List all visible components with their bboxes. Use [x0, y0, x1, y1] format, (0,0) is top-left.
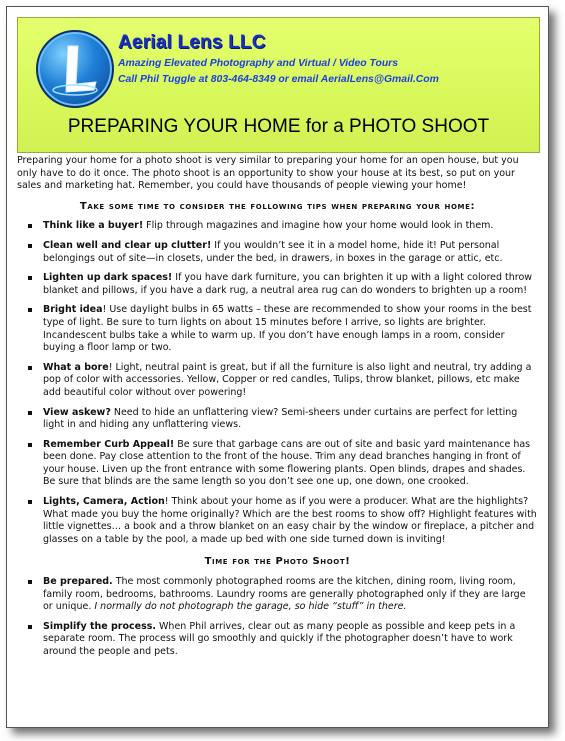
tip-text: ! Use daylight bulbs in 65 watts – these are recommended to show your rooms in the best type of light. Be sure to turn lights on about 15 minutes before I arrive, so lights are brighter. Incandescent bulbs take a while to warm up. If you don’t have enough lamps in a room, consider buying a floor lamp or two.	[43, 304, 532, 354]
tip-text: ! Think about your home as if you were a producer. What are the highlights? What made you buy the home originally? Which are the best rooms to show off? Highlight features with little vignettes… a book and a throw blanket on an easy chair by the window or fireplace, a pitcher and glasses on a table by the pool, a made up bed with one side turned down is inviting!	[43, 496, 537, 545]
document-body	[17, 155, 538, 666]
section-heading-photo-shoot: Time for the Photo Shoot!	[204, 556, 351, 568]
list-item	[17, 407, 538, 432]
bullet-icon	[28, 244, 32, 248]
tip-title: Be prepared.	[43, 576, 113, 588]
bullet-icon	[28, 276, 32, 280]
header-banner	[17, 17, 540, 153]
flyer-page	[6, 6, 549, 728]
tip-text: Be sure that garbage cans are out of site and basic yard maintenance has been done. Pay close attention to the front of the house. Trim any dead branches hanging in front of your house. Liven up the front entrance with some flowering plants. Open blinds, drapes and shades. Be sure that blinds are the same length so you don’t see one up, one down, one crooked.	[43, 438, 531, 488]
tip-text: If you have dark furniture, you can brighten it up with a light colored throw blanket and pillows, if you have a dark rug, a neutral area rug can do wonders to brighten up a room!	[43, 272, 533, 296]
tip-text: ! Light, neutral paint is great, but if all the furniture is also light and neutral, try adding a pop of color with accessories. Yellow, Copper or red candles, Tulips, throw blanket, pillows, etc make add beautiful color without over powering!	[43, 361, 532, 398]
tips-list	[17, 220, 538, 546]
list-item	[17, 621, 538, 659]
section-heading-tips: Take some time to consider the following tips when preparing your home:	[79, 200, 476, 212]
company-name: Aerial Lens LLC	[118, 32, 266, 53]
tip-title: Lights, Camera, Action	[43, 496, 165, 508]
tip-note: I normally do not photograph the garage, so hide “stuff” in there.	[94, 601, 407, 613]
bullet-icon	[28, 580, 32, 584]
list-item	[17, 576, 538, 614]
tip-title: Remember Curb Appeal!	[43, 438, 175, 450]
tip-title: Think like a buyer!	[43, 220, 144, 232]
photo-shoot-list	[17, 576, 538, 659]
tip-title: View askew?	[43, 406, 111, 418]
list-item	[17, 272, 538, 297]
tip-title: Clean well and clear up clutter!	[43, 239, 212, 251]
list-item	[17, 240, 538, 265]
list-item	[17, 439, 538, 489]
bullet-icon	[28, 443, 32, 447]
tip-text: When Phil arrives, clear out as many people as possible and keep pets in a separate room. The process will go smoothly and quickly if the photographer doesn’t have to work around the people and pets.	[43, 620, 516, 657]
list-item	[17, 220, 538, 233]
bullet-icon	[28, 366, 32, 370]
logo-mark-icon	[38, 32, 112, 106]
tip-text: The most commonly photographed rooms are the kitchen, dining room, living room, family room, bedrooms, bathrooms. Laundry rooms are generally photographed only if they are large or unique.	[43, 576, 526, 613]
aerial-lens-logo-icon	[36, 30, 114, 108]
intro-paragraph: Preparing your home for a photo shoot is very similar to preparing your home for an open house, but you only have to do it once. The photo shoot is an opportunity to show your house at its best, so put on your sales and marketing hat. Remember, you could have thousands of people viewing your home!	[17, 155, 519, 192]
bullet-icon	[28, 625, 32, 629]
bullet-icon	[28, 308, 32, 312]
bullet-icon	[28, 224, 32, 228]
tip-title: Lighten up dark spaces!	[43, 272, 173, 284]
tip-text: If you wouldn’t see it in a model home, hide it! Put personal belongings out of site—in closets, under the bed, in drawers, in boxes in the garage or attic, etc.	[43, 239, 503, 264]
tip-title: Simplify the process.	[43, 620, 157, 632]
tip-title: What a bore	[43, 361, 109, 373]
tip-text: Flip through magazines and imagine how your home would look in them.	[143, 220, 494, 232]
bullet-icon	[28, 411, 32, 415]
list-item	[17, 362, 538, 400]
list-item	[17, 304, 538, 354]
contact-line: Call Phil Tuggle at 803-464-8349 or email AerialLens@Gmail.Com	[118, 74, 439, 85]
bullet-icon	[28, 500, 32, 504]
tip-title: Bright idea	[43, 304, 103, 316]
list-item	[17, 496, 538, 546]
company-tagline: Amazing Elevated Photography and Virtual / Video Tours	[118, 58, 399, 69]
tip-text: Need to hide an unflattering view? Semi-sheers under curtains are perfect for letting light in and hiding any unflattering views.	[43, 406, 518, 431]
page-title: PREPARING YOUR HOME for a PHOTO SHOOT	[67, 116, 490, 137]
